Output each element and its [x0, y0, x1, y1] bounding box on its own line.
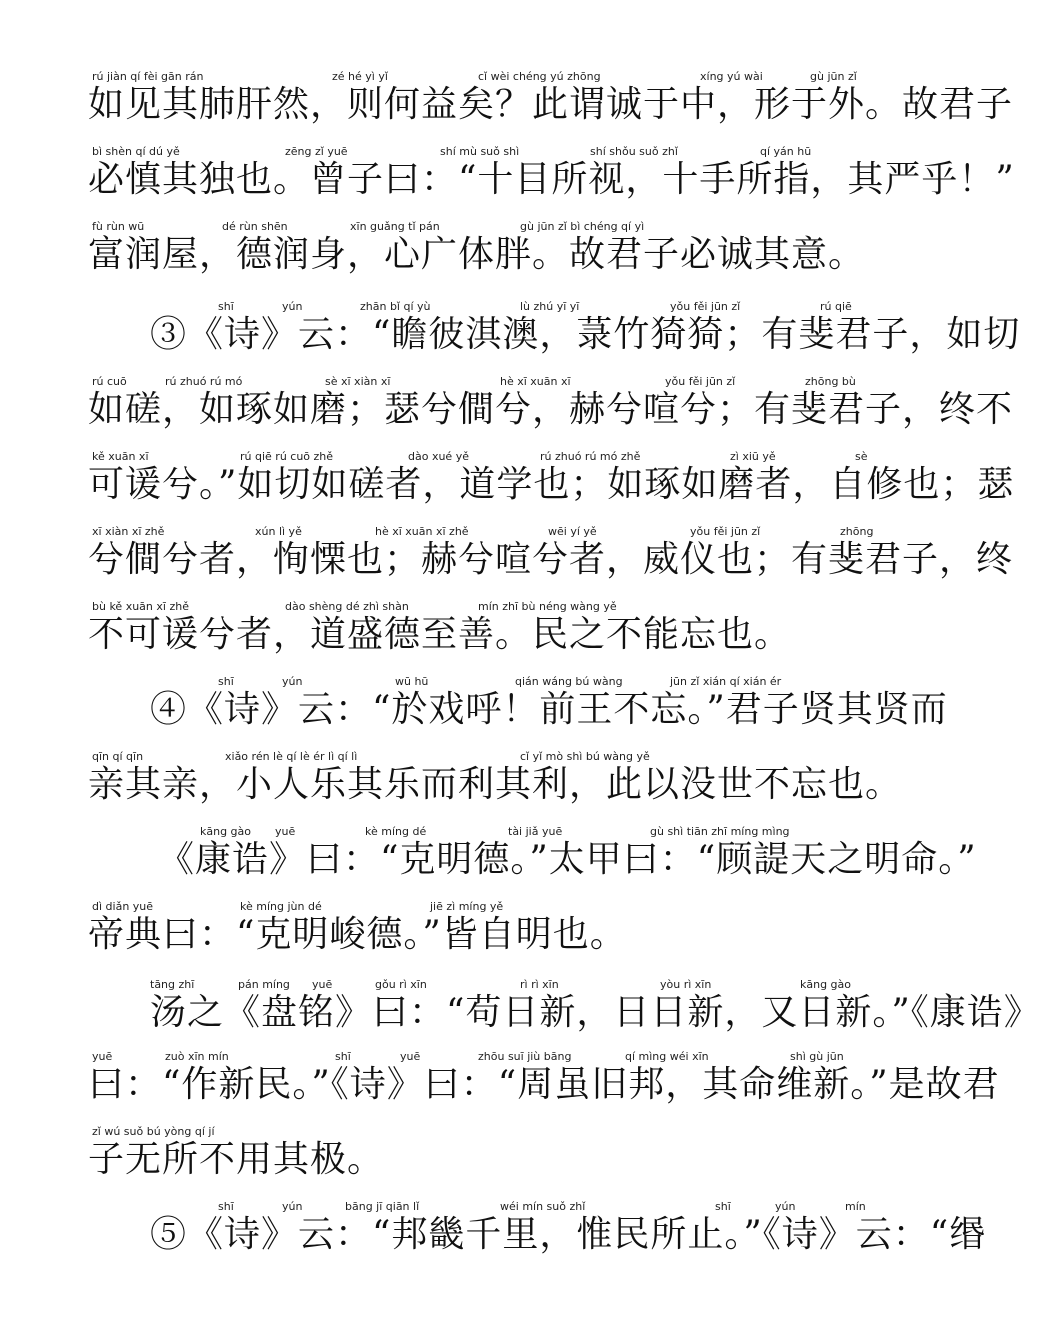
pinyin-line-2-1: zēng zǐ yuē [285, 145, 348, 158]
text-line-5: 如磋，如琢如磨；瑟兮僴兮，赫兮喧兮；有斐君子，终不 [88, 389, 1014, 430]
pinyin-line-5-0: rú cuō [92, 375, 127, 388]
text-line-15: 子无所不用其极。 [88, 1139, 385, 1180]
text-line-12: 帝典曰：“克明峻德。”皆自明也。 [88, 914, 627, 955]
pinyin-line-4-5: rú qiē [820, 300, 852, 313]
text-line-8: 不可谖兮者，道盛德至善。民之不能忘也。 [88, 614, 792, 655]
pinyin-line-15-0: zǐ wú suǒ bú yòng qí jí [92, 1125, 215, 1138]
text-line-7: 兮僴兮者，恂慄也；赫兮喧兮者，威仪也；有斐君子，终 [88, 539, 1014, 580]
pinyin-line-10-2: cǐ yǐ mò shì bú wàng yě [520, 750, 650, 763]
pinyin-line-5-5: zhōng bù [805, 375, 856, 388]
pinyin-line-14-0: yuē [92, 1050, 113, 1063]
pinyin-line-13-5: yòu rì xīn [660, 978, 712, 991]
pinyin-line-9-4: jūn zǐ xián qí xián ér [670, 675, 782, 688]
pinyin-line-1-2: cǐ wèi chéng yú zhōng [478, 70, 601, 83]
pinyin-line-9-1: yún [282, 675, 303, 688]
pinyin-line-13-0: tāng zhī [150, 978, 195, 991]
pinyin-line-13-4: rì rì xīn [520, 978, 559, 991]
pinyin-line-3-0: fù rùn wū [92, 220, 145, 233]
text-line-10: 亲其亲，小人乐其乐而利其利，此以没世不忘也。 [88, 764, 903, 805]
pinyin-line-7-2: hè xī xuān xī zhě [375, 525, 469, 538]
pinyin-line-2-3: shí shǒu suǒ zhǐ [590, 145, 678, 158]
pinyin-line-11-4: gù shì tiān zhī míng mìng [650, 825, 790, 838]
text-line-11: 《康诰》曰：“克明德。”太甲曰：“顾諟天之明命。” [158, 839, 977, 880]
pinyin-line-16-5: yún [775, 1200, 796, 1213]
text-line-6: 可谖兮。”如切如磋者，道学也；如琢如磨者，自修也；瑟 [88, 464, 1015, 505]
pinyin-line-5-4: yǒu fěi jūn zǐ [665, 375, 736, 388]
pinyin-line-11-1: yuē [275, 825, 296, 838]
pinyin-line-14-2: shī [335, 1050, 351, 1063]
pinyin-line-7-0: xī xiàn xī zhě [92, 525, 165, 538]
text-line-16: ⑤《诗》云：“邦畿千里，惟民所止。”《诗》云：“缗 [150, 1214, 987, 1255]
pinyin-line-4-2: zhān bǐ qí yù [360, 300, 431, 313]
pinyin-line-13-3: gǒu rì xīn [375, 978, 427, 991]
pinyin-line-6-3: rú zhuó rú mó zhě [540, 450, 641, 463]
pinyin-line-3-1: dé rùn shēn [222, 220, 288, 233]
pinyin-line-8-0: bù kě xuān xī zhě [92, 600, 189, 613]
pinyin-line-4-4: yǒu fěi jūn zǐ [670, 300, 741, 313]
text-line-4: ③《诗》云：“瞻彼淇澳，菉竹猗猗；有斐君子，如切 [150, 314, 1021, 355]
pinyin-line-7-3: wēi yí yě [548, 525, 597, 538]
pinyin-line-14-3: yuē [400, 1050, 421, 1063]
text-line-9: ④《诗》云：“於戏呼！前王不忘。”君子贤其贤而 [150, 689, 948, 730]
pinyin-line-14-1: zuò xīn mín [165, 1050, 229, 1063]
text-line-1: 如见其肺肝然，则何益矣？此谓诚于中，形于外。故君子 [88, 84, 1014, 125]
text-line-3: 富润屋，德润身，心广体胖。故君子必诚其意。 [88, 234, 866, 275]
text-line-14: 曰：“作新民。”《诗》曰：“周虽旧邦，其命维新。”是故君 [88, 1064, 1000, 1105]
pinyin-line-13-6: kāng gào [800, 978, 852, 991]
pinyin-line-8-2: mín zhī bù néng wàng yě [478, 600, 617, 613]
pinyin-line-1-3: xíng yú wài [700, 70, 763, 83]
pinyin-line-9-2: wū hū [395, 675, 429, 688]
pinyin-line-6-5: sè [855, 450, 868, 463]
pinyin-line-12-2: jiē zì míng yě [430, 900, 504, 913]
pinyin-line-12-0: dì diǎn yuē [92, 900, 154, 913]
pinyin-line-6-2: dào xué yě [408, 450, 469, 463]
pinyin-line-2-2: shí mù suǒ shì [440, 145, 520, 158]
pinyin-line-10-0: qīn qí qīn [92, 750, 144, 763]
pinyin-line-16-2: bāng jī qiān lǐ [345, 1200, 420, 1213]
pinyin-line-7-1: xún lì yě [255, 525, 302, 538]
pinyin-line-13-1: pán míng [238, 978, 290, 991]
pinyin-line-5-3: hè xī xuān xī [500, 375, 571, 388]
pinyin-line-11-3: tài jiǎ yuē [508, 825, 563, 838]
text-line-13: 汤之《盘铭》曰：“苟日新，日日新，又日新。”《康诰》 [150, 992, 1041, 1033]
pinyin-line-9-3: qián wáng bú wàng [515, 675, 623, 688]
pinyin-line-6-4: zì xiū yě [730, 450, 776, 463]
pinyin-line-8-1: dào shèng dé zhì shàn [285, 600, 409, 613]
pinyin-line-7-4: yǒu fěi jūn zǐ [690, 525, 761, 538]
pinyin-line-13-2: yuē [312, 978, 333, 991]
pinyin-line-3-2: xīn guǎng tǐ pán [350, 220, 440, 233]
pinyin-line-16-4: shī [715, 1200, 731, 1213]
pinyin-line-16-1: yún [282, 1200, 303, 1213]
pinyin-line-12-1: kè míng jùn dé [240, 900, 322, 913]
pinyin-line-14-6: shì gù jūn [790, 1050, 844, 1063]
pinyin-line-4-1: yún [282, 300, 303, 313]
pinyin-line-2-4: qí yán hū [760, 145, 812, 158]
pinyin-line-2-0: bì shèn qí dú yě [92, 145, 180, 158]
pinyin-line-14-5: qí mìng wéi xīn [625, 1050, 709, 1063]
pinyin-line-5-1: rú zhuó rú mó [165, 375, 243, 388]
pinyin-line-4-0: shī [218, 300, 234, 313]
pinyin-line-4-3: lù zhú yī yī [520, 300, 580, 313]
pinyin-line-16-0: shī [218, 1200, 234, 1213]
pinyin-line-5-2: sè xī xiàn xī [325, 375, 391, 388]
pinyin-line-14-4: zhōu suī jiù bāng [478, 1050, 572, 1063]
pinyin-line-10-1: xiǎo rén lè qí lè ér lì qí lì [225, 750, 358, 763]
pinyin-line-3-3: gù jūn zǐ bì chéng qí yì [520, 220, 645, 233]
text-line-2: 必慎其独也。曾子曰：“十目所视，十手所指，其严乎！” [88, 159, 1015, 200]
pinyin-line-11-2: kè míng dé [365, 825, 427, 838]
pinyin-line-1-0: rú jiàn qí fèi gān rán [92, 70, 204, 83]
pinyin-line-6-0: kě xuān xī [92, 450, 149, 463]
pinyin-line-16-3: wéi mín suǒ zhǐ [500, 1200, 586, 1213]
pinyin-line-9-0: shī [218, 675, 234, 688]
pinyin-line-1-1: zé hé yì yǐ [332, 70, 388, 83]
pinyin-line-16-6: mín [845, 1200, 866, 1213]
pinyin-line-6-1: rú qiē rú cuō zhě [240, 450, 334, 463]
pinyin-line-11-0: kāng gào [200, 825, 252, 838]
pinyin-line-1-4: gù jūn zǐ [810, 70, 857, 83]
pinyin-line-7-5: zhōng [840, 525, 874, 538]
